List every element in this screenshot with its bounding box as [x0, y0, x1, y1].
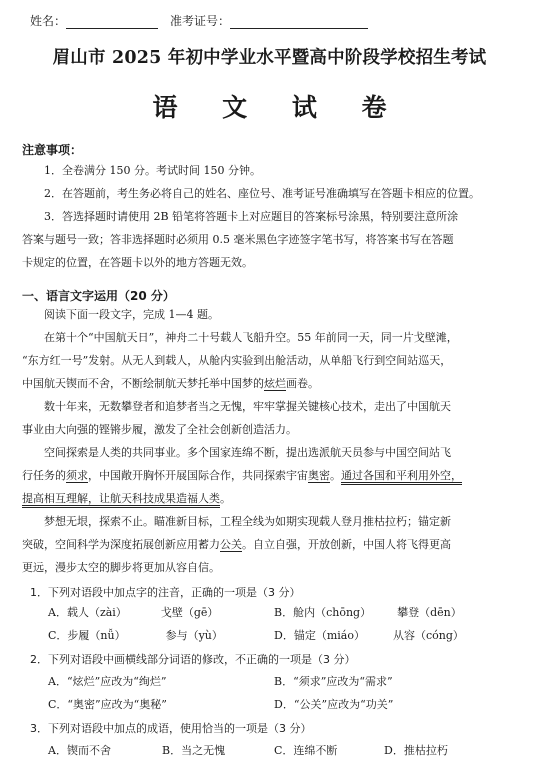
q1-option-c: C．步履（nǚ） 参与（yù）: [48, 629, 223, 642]
reading-intro: 阅读下面一段文字，完成 1—4 题。: [44, 308, 219, 321]
note-1: 1．全卷满分 150 分。考试时间 150 分钟。: [44, 164, 261, 177]
passage-line: 在第十个“中国航天日”，神舟二十号载人飞船升空。55 年前同一天，同一片戈壁滩，: [44, 331, 458, 344]
question-2-stem: 2．下列对语段中画横线部分词语的修改，不正确的一项是（3 分）: [30, 653, 356, 666]
double-underlined-sentence: 通过各国和平利用外空，: [341, 469, 462, 485]
note-3-line-2: 答案与题号一致；答非选择题时必须用 0.5 毫米黑色字迹签字笔书写，将答案书写在答题: [22, 233, 454, 246]
passage-line: 数十年来，无数攀登者和追梦者当之无愧，牢牢掌握关键核心技术，走出了中国航天: [44, 400, 451, 413]
passage-line: 中国航天锲而不舍，不断绘制航天梦托举中国梦的炫烂画卷。: [22, 377, 319, 390]
note-3-line-1: 3．答选择题时请使用 2B 铅笔将答题卡上对应题目的答案标号涂黑，特别要注意所涂: [44, 210, 459, 223]
q2-option-a: A．“炫烂”应改为“绚烂”: [48, 675, 167, 688]
q1-option-d: D．锚定（miáo） 从容（cóng）: [274, 629, 464, 642]
name-blank: [66, 15, 158, 29]
question-1-stem: 1．下列对语段中加点字的注音，正确的一项是（3 分）: [30, 586, 301, 599]
underlined-word: 炫烂: [264, 377, 286, 390]
q2-option-d: D．“公关”应改为“功关”: [274, 698, 394, 711]
section-1-heading: 一、语言文字运用（20 分）: [22, 289, 175, 303]
exam-id-blank: [230, 15, 368, 29]
passage-line: 突破，空间科学为深度拓展创新应用蓄力公关。自立自强，开放创新，中国人将飞得更高: [22, 538, 451, 551]
passage-line: 空间探索是人类的共同事业。多个国家连绵不断，提出选派航天员参与中国空间站飞: [44, 446, 451, 459]
underlined-word: 须求: [66, 469, 88, 482]
exam-title: 眉山市 2025 年初中学业水平暨高中阶段学校招生考试: [52, 48, 487, 68]
q3-option-c: C．连绵不断: [274, 744, 338, 757]
paper-title: 语 文 试 卷: [152, 93, 405, 122]
candidate-header: [30, 12, 368, 29]
passage-line: “东方红一号”发射。从无人到载人，从舱内实验到出舱活动，从单船飞行到空间站巡天，: [22, 354, 452, 367]
underlined-word: 公关: [220, 538, 242, 551]
q2-option-c: C．“奥密”应改为“奥秘”: [48, 698, 167, 711]
passage-line: 行任务的须求，中国敞开胸怀开展国际合作，共同探索宇宙奥密。通过各国和平利用外空，: [22, 464, 462, 487]
double-underlined-sentence: 提高相互理解，让航天科技成果造福人类: [22, 492, 220, 508]
passage-line: 事业由大向强的铿锵步履，激发了全社会创新创造活力。: [22, 423, 297, 436]
q1-option-a: A．载人（zài） 戈壁（gē）: [48, 606, 219, 619]
notes-heading: 注意事项：: [22, 143, 83, 157]
question-3-stem: 3．下列对语段中加点的成语，使用恰当的一项是（3 分）: [30, 722, 312, 735]
name-label: 姓名：: [30, 14, 67, 28]
underlined-word: 奥密: [308, 469, 330, 482]
note-2: 2．在答题前，考生务必将自己的姓名、座位号、准考证号准确填写在答题卡相应的位置。: [44, 187, 480, 200]
q2-option-b: B．“须求”应改为“需求”: [274, 675, 393, 688]
q3-option-a: A．锲而不舍: [48, 744, 111, 757]
q3-option-b: B．当之无愧: [162, 744, 226, 757]
note-3-line-3: 卡规定的位置，在答题卡以外的地方答题无效。: [22, 256, 253, 269]
exam-id-label: 准考证号：: [170, 14, 231, 28]
passage-line: 梦想无垠，探索不止。瞄准新目标，工程全线为如期实现载人登月推枯拉朽；锚定新: [44, 515, 451, 528]
passage-line: 更远，漫步太空的脚步将更加从容自信。: [22, 561, 220, 574]
q3-option-d: D．推枯拉朽: [384, 744, 448, 757]
passage-line: 提高相互理解，让航天科技成果造福人类。: [22, 487, 231, 510]
q1-option-b: B．舱内（chōng） 攀登（dēn）: [274, 606, 462, 619]
